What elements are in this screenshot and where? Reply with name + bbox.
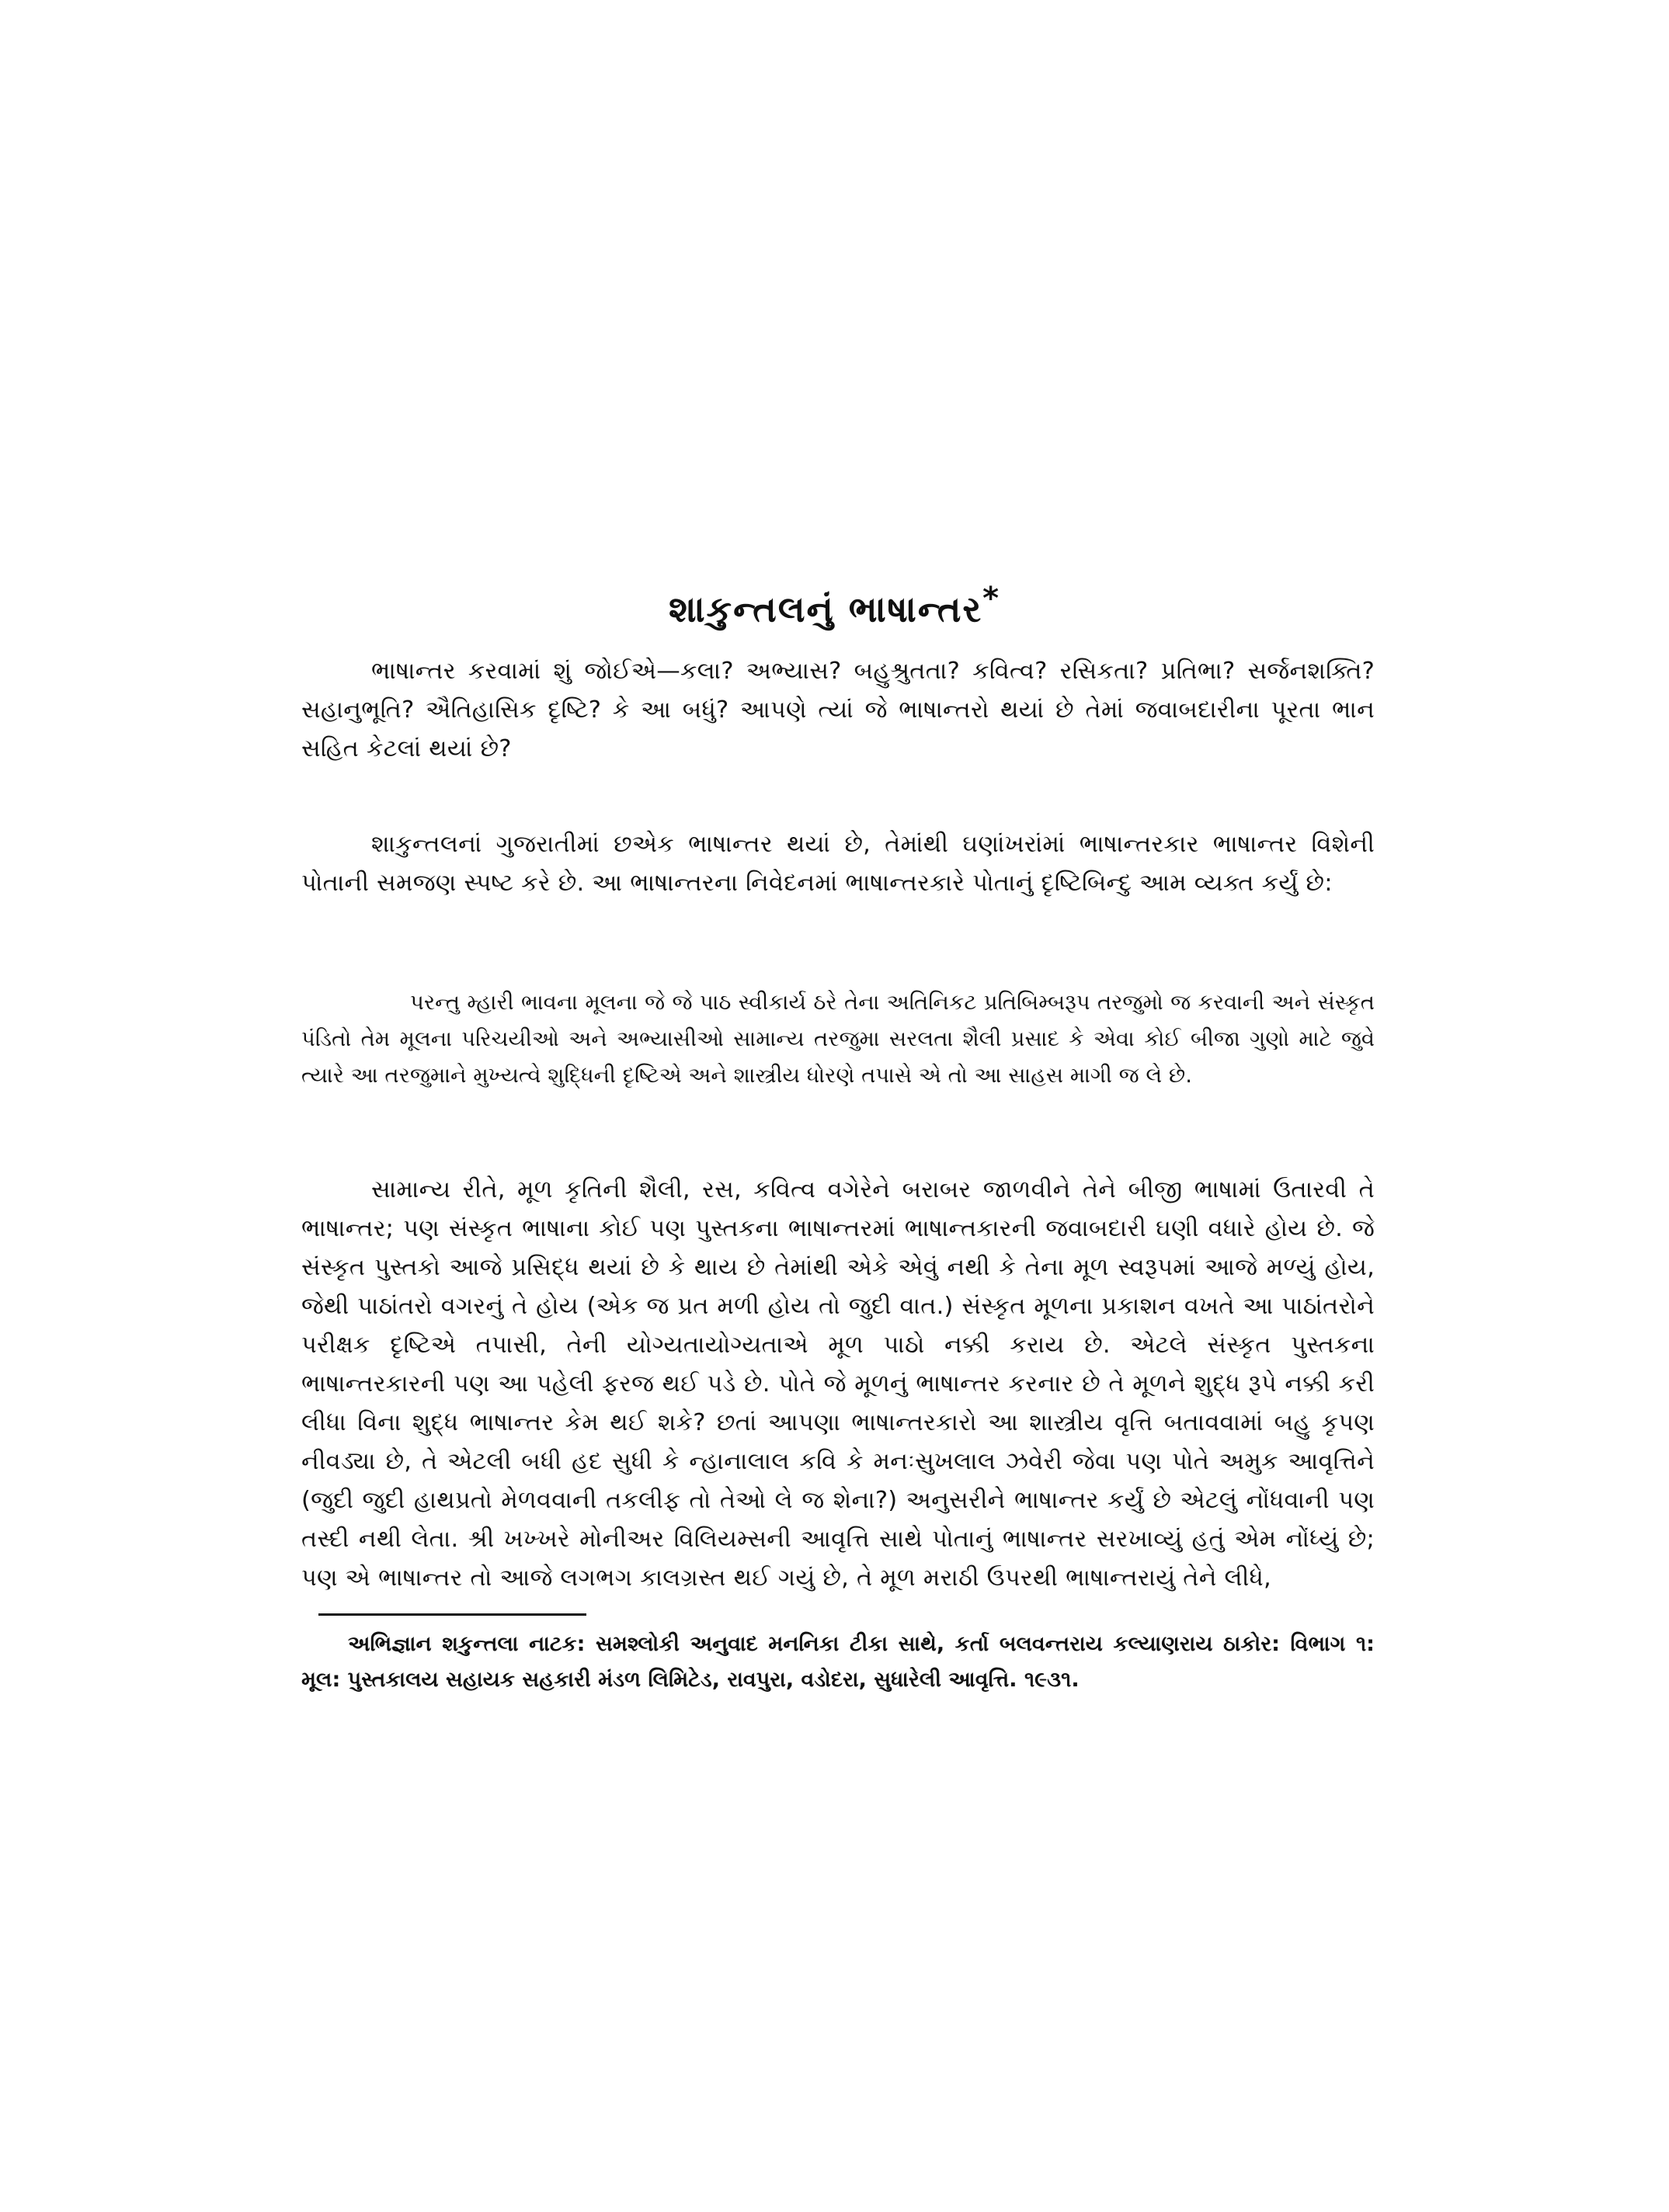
paragraph-1-text: ભાષાન્તર કરવામાં શું જોઈએ—કલા? અભ્યાસ? બહુશ્રુતતા? કવિત્વ? રસિકતા? પ્રતિભા? સર્જનશક્તિ? સહાનુભૂતિ? ઐતિહાસિક દૃષ્ટિ? કે આ બધું? આપણે ત્યાં જે ભાષાન્તરો થયાં છે તેમાં જવાબદારીના પૂરતા ભાન સહિત કેટલાં થયાં છે? xyxy=(301,658,1375,762)
paragraph-2-text: શાકુન્તલનાં ગુજરાતીમાં છએક ભાષાન્તર થયાં છે, તેમાંથી ઘણાંખરાંમાં ભાષાન્તરકાર ભાષાન્તર વિશેની પોતાની સમજણ સ્પષ્ટ કરે છે. આ ભાષાન્તરના નિવેદનમાં ભાષાન્તરકારે પોતાનું દૃષ્ટિબિન્દુ આમ વ્યક્ત કર્યું છે: xyxy=(301,831,1375,897)
paragraph-1 xyxy=(301,652,1375,769)
block-quote-text: પરન્તુ મ્હારી ભાવના મૂલના જે જે પાઠ સ્વીકાર્ય ઠરે તેના અતિનિકટ પ્રતિબિમ્બરૂપ તરજુમો જ કરવાની અને સંસ્કૃત પંડિતો તેમ મૂલના પરિચયીઓ અને અભ્યાસીઓ સામાન્ય તરજુમા સરલતા શૈલી પ્રસાદ કે એવા કોઈ બીજા ગુણો માટે જુવે ત્યારે આ તરજુમાને મુખ્યત્વે શુદ્ધિની દૃષ્ટિએ અને શાસ્ત્રીય ધોરણે તપાસે એ તો આ સાહસ માગી જ લે છે. xyxy=(301,990,1375,1088)
footnote xyxy=(301,1627,1375,1698)
paragraph-3-text: સામાન્ય રીતે, મૂળ કૃતિની શૈલી, રસ, કવિત્વ વગેરેને બરાબર જાળવીને તેને બીજી ભાષામાં ઉતારવી તે ભાષાન્તર; પણ સંસ્કૃત ભાષાના કોઈ પણ પુસ્તકના ભાષાન્તરમાં ભાષાન્તકારની જવાબદારી ઘણી વધારે હોય છે. જે સંસ્કૃત પુસ્તકો આજે પ્રસિદ્ધ થયાં છે કે થાય છે તેમાંથી એકે એવું નથી કે તેના મૂળ સ્વરૂપમાં આજે મળ્યું હોય, જેથી પાઠાંતરો વગરનું તે હોય (એક જ પ્રત મળી હોય તો જુદી વાત.) સંસ્કૃત મૂળના પ્રકાશન વખતે આ પાઠાંતરોને પરીક્ષક દૃષ્ટિએ તપાસી, તેની યોગ્યતાયોગ્યતાએ મૂળ પાઠો નક્કી કરાય છે. એટલે સંસ્કૃત પુસ્તકના ભાષાન્તરકારની પણ આ પહેલી ફરજ થઈ પડે છે. પોતે જે મૂળનું ભાષાન્તર કરનાર છે તે મૂળને શુદ્ધ રૂપે નક્કી કરી લીધા વિના શુદ્ધ ભાષાન્તર કેમ થઈ શકે? છતાં આપણા ભાષાન્તરકારો આ શાસ્ત્રીય વૃત્તિ બતાવવામાં બહુ કૃપણ નીવડ્યા છે, તે એટલી બધી હદ સુધી કે ન્હાનાલાલ કવિ કે મનઃસુખલાલ ઝવેરી જેવા પણ પોતે અમુક આવૃત્તિને (જુદી જુદી હાથપ્રતો મેળવવાની તકલીફ તો તેઓ લે જ શેના?) અનુસરીને ભાષાન્તર કર્યું છે એટલું નોંધવાની પણ તસ્દી નથી લેતા. શ્રી ખખ્ખરે મોનીઅર વિલિયમ્સની આવૃત્તિ સાથે પોતાનું ભાષાન્તર સરખાવ્યું હતું એમ નોંધ્યું છે; પણ એ ભાષાન્તર તો આજે લગભગ કાલગ્રસ્ત થઈ ગયું છે, તે મૂળ મરાઠી ઉપરથી ભાષાન્તરાયું તેને લીધે, xyxy=(301,1176,1375,1592)
page-title xyxy=(0,581,1669,631)
page-title-text: શાકુન્તલનું ભાષાન્તર xyxy=(668,588,983,630)
paragraph-3 xyxy=(301,1171,1375,1598)
paragraph-2 xyxy=(301,825,1375,903)
footnote-divider xyxy=(318,1613,586,1616)
block-quote xyxy=(301,984,1375,1094)
footnote-text: અભિજ્ઞાન શકુન્તલા નાટક: સમશ્લોકી અનુવાદ મનનિકા ટીકા સાથે, કર્તા બલવન્તરાય કલ્યાણરાય ઠાકોર: વિભાગ ૧: મૂલ: પુસ્તકાલય સહાયક સહકારી મંડળ લિમિટેડ, રાવપુરા, વડોદરા, સુધારેલી આવૃત્તિ. ૧૯૩૧. xyxy=(301,1632,1375,1692)
footnote-marker: * xyxy=(982,581,1001,616)
